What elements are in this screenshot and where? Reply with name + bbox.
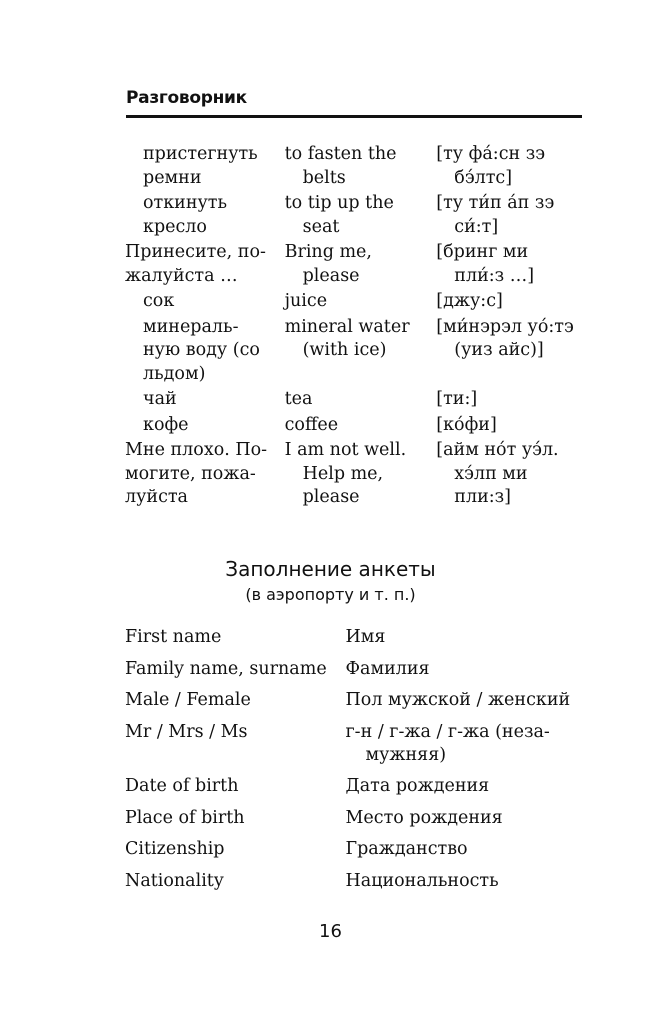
russian-phrase-line: откинуть <box>143 193 227 213</box>
phrase-row <box>125 316 585 387</box>
transcription <box>436 192 585 239</box>
english-phrase-line: belts <box>302 167 346 188</box>
phrase-row <box>125 192 585 239</box>
english-phrase-line: mineral water <box>284 316 410 337</box>
russian-phrase <box>125 241 285 288</box>
form-field-russian-line: Имя <box>345 627 386 647</box>
english-phrase <box>285 316 437 387</box>
transcription-line: си́:т] <box>454 216 499 237</box>
form-field-row <box>125 775 585 798</box>
form-field-russian-line: г-н / г-жа / г-жа (неза- <box>345 721 550 742</box>
transcription <box>436 439 585 510</box>
form-field-russian-line: Национальность <box>345 870 499 891</box>
english-phrase-line: (with ice) <box>302 340 387 360</box>
transcription-line: хэ́лп ми <box>454 463 528 484</box>
form-field-russian <box>346 838 585 861</box>
form-field-english: Place of birth <box>125 807 245 828</box>
english-phrase-line: seat <box>302 216 340 237</box>
russian-phrase-line: Мне плохо. По- <box>125 440 268 460</box>
form-field-english: First name <box>125 627 222 647</box>
transcription-line: [ту фа́:сн зэ <box>436 144 546 164</box>
english-phrase-line: tea <box>284 389 313 409</box>
transcription-line: пли:з] <box>454 487 512 507</box>
russian-phrase <box>125 192 285 239</box>
transcription-line: пли́:з …] <box>454 265 535 286</box>
phrase-row <box>125 439 585 510</box>
transcription <box>436 414 585 438</box>
form-field-english: Male / Female <box>125 690 251 710</box>
form-field-english: Nationality <box>125 870 224 891</box>
russian-phrase-line: ремни <box>143 167 202 188</box>
english-phrase <box>285 192 437 239</box>
english-phrase <box>285 241 437 288</box>
russian-phrase-line: кофе <box>143 414 189 435</box>
phrase-row <box>125 290 585 314</box>
english-phrase <box>285 439 437 510</box>
form-field-russian-line: Пол мужской / женский <box>345 690 571 710</box>
phrase-table <box>125 143 585 512</box>
english-phrase-line: Help me, <box>302 463 384 484</box>
russian-phrase-line: жалуйста … <box>125 265 238 286</box>
form-field-row <box>125 807 585 830</box>
russian-phrase-line: кресло <box>143 216 207 237</box>
form-field-row <box>125 658 585 681</box>
english-phrase-line: to fasten the <box>284 144 397 164</box>
transcription <box>436 143 585 190</box>
russian-phrase-line: чай <box>143 389 177 409</box>
page-number: 16 <box>319 921 342 942</box>
english-phrase-line: coffee <box>284 414 339 435</box>
form-field-row <box>125 870 585 893</box>
form-field-row <box>125 626 585 649</box>
russian-phrase <box>125 414 285 438</box>
form-field-english: Citizenship <box>125 839 225 859</box>
english-phrase <box>285 414 437 438</box>
transcription-line: [айм но́т уэ́л. <box>436 440 559 460</box>
phrase-row <box>125 143 585 190</box>
transcription-line: [ти:] <box>436 389 478 409</box>
russian-phrase-line: луйста <box>125 487 188 507</box>
form-field-russian <box>346 626 585 649</box>
russian-phrase <box>125 143 285 190</box>
russian-phrase-line: льдом) <box>143 363 206 384</box>
form-field-russian <box>346 689 585 712</box>
form-field-russian <box>346 658 585 681</box>
russian-phrase-line: пристегнуть <box>143 144 258 164</box>
transcription <box>436 388 585 412</box>
russian-phrase-line: сок <box>143 291 175 311</box>
form-field-row <box>125 838 585 861</box>
form-field-russian <box>346 870 585 893</box>
section-subtitle: (в аэропорту и т. п.) <box>245 585 416 604</box>
transcription <box>436 241 585 288</box>
form-field-russian <box>346 721 585 767</box>
russian-phrase <box>125 439 285 510</box>
form-field-russian <box>346 807 585 830</box>
transcription-line: [джу:с] <box>436 291 503 311</box>
russian-phrase-line: могите, пожа- <box>125 463 256 484</box>
russian-phrase-line: Принесите, по- <box>125 242 266 262</box>
form-field-russian-line: Место рождения <box>345 807 503 828</box>
english-phrase-line: I am not well. <box>284 440 407 460</box>
transcription-line: [ко́фи] <box>436 414 497 435</box>
section-title: Заполнение анкеты <box>225 557 436 581</box>
phrase-row <box>125 414 585 438</box>
form-field-row <box>125 689 585 712</box>
russian-phrase <box>125 290 285 314</box>
russian-phrase-line: ную воду (со <box>143 340 260 360</box>
phrase-row <box>125 388 585 412</box>
form-field-russian-line: мужняя) <box>365 744 447 765</box>
form-field-russian-line: Фамилия <box>345 658 430 679</box>
form-field-russian-line: Дата рождения <box>345 776 490 796</box>
running-header: Разговорник <box>126 88 247 108</box>
english-phrase <box>285 388 437 412</box>
transcription-line: бэ́лтс] <box>454 167 513 188</box>
header-rule <box>126 115 582 118</box>
russian-phrase <box>125 316 285 387</box>
form-field-russian-line: Гражданство <box>345 839 468 859</box>
phrase-row <box>125 241 585 288</box>
form-field-english: Date of birth <box>125 776 239 796</box>
form-glossary <box>125 626 585 901</box>
transcription <box>436 316 585 387</box>
english-phrase-line: juice <box>284 291 328 311</box>
transcription-line: [ту ти́п а́п зэ <box>436 193 555 213</box>
form-field-row <box>125 721 585 767</box>
transcription-line: (уиз айс)] <box>454 340 544 360</box>
russian-phrase <box>125 388 285 412</box>
english-phrase-line: Bring me, <box>284 242 372 262</box>
form-field-russian <box>346 775 585 798</box>
english-phrase-line: to tip up the <box>284 193 394 213</box>
form-field-english: Family name, surname <box>125 658 327 679</box>
english-phrase <box>285 143 437 190</box>
transcription-line: [ми́нэрэл уо́:тэ <box>436 316 574 337</box>
english-phrase-line: please <box>302 487 360 507</box>
form-field-english: Mr / Mrs / Ms <box>125 721 248 742</box>
english-phrase-line: please <box>302 265 360 286</box>
russian-phrase-line: минераль- <box>143 316 239 337</box>
english-phrase <box>285 290 437 314</box>
transcription-line: [бринг ми <box>436 242 529 262</box>
transcription <box>436 290 585 314</box>
